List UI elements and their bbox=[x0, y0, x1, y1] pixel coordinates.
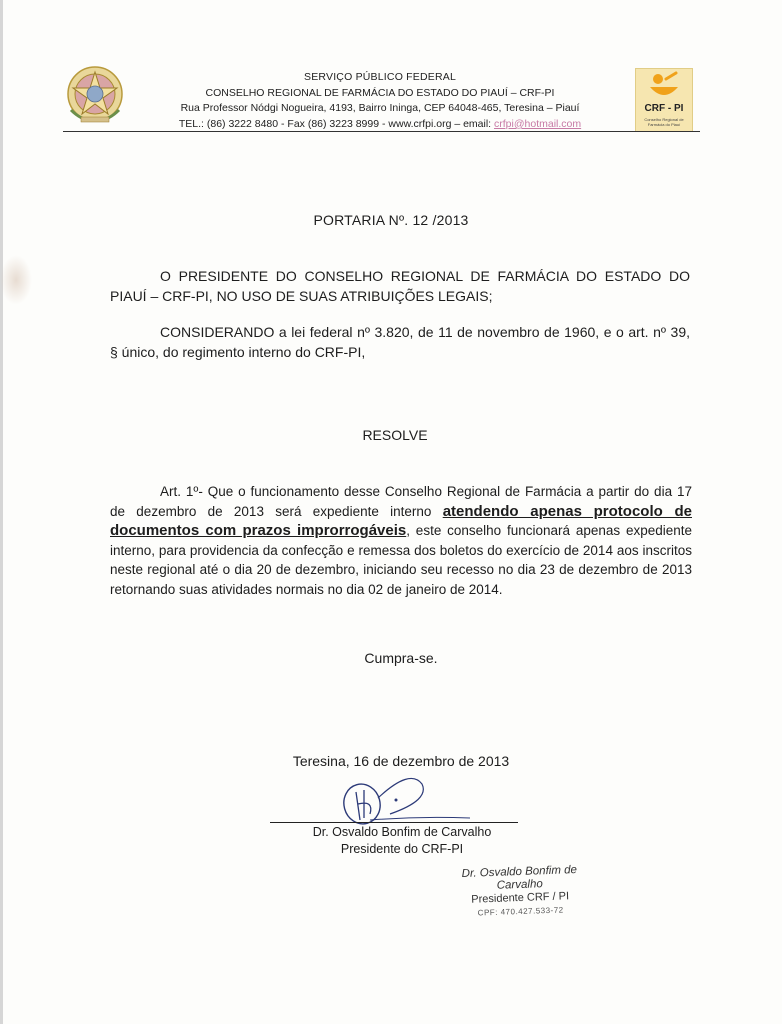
handwritten-signature bbox=[330, 770, 470, 830]
article-1-emphasis: atendendo apenas protocolo de documentos com prazos improrrogáveis bbox=[110, 502, 692, 540]
letterhead-phone-web: TEL.: (86) 3222 8480 - Fax (86) 3223 8999 - www.crfpi.org – email: bbox=[178, 117, 495, 130]
closing-text: Cumpra-se. bbox=[364, 650, 438, 666]
signature-line bbox=[270, 822, 518, 823]
letterhead-service: SERVIÇO PÚBLICO FEDERAL bbox=[303, 71, 457, 83]
crf-pi-logo bbox=[635, 68, 693, 132]
article-1-end: , este conselho funcionará apenas expediente interno, para providencia da confecção e remessa dos boletos do exercício de 2014 aos inscritos neste regional até o dia 20 de dezembro, iniciando seu recesso no dia 23 de dezembro de 2013 retornando suas atividades normais no dia 02 de janeiro de 2014. bbox=[110, 523, 692, 597]
signer-role: Presidente do CRF-PI bbox=[340, 842, 464, 856]
letterhead-text bbox=[135, 70, 625, 132]
page-edge bbox=[0, 0, 3, 1024]
letterhead-council: CONSELHO REGIONAL DE FARMÁCIA DO ESTADO DO PIAUÍ – CRF-PI bbox=[205, 86, 555, 99]
letterhead-address: Rua Professor Nódgi Nogueira, 4193, Bairro Ininga, CEP 64048-465, Teresina – Piauí bbox=[180, 102, 580, 115]
letterhead bbox=[55, 62, 705, 136]
document-title: PORTARIA Nº. 12 /2013 bbox=[313, 212, 469, 228]
header-divider bbox=[63, 131, 700, 132]
email-link[interactable]: crfpi@hotmail.com bbox=[494, 117, 582, 130]
official-stamp bbox=[444, 863, 596, 920]
crf-logo-text: CRF - PI bbox=[644, 103, 684, 114]
mortar-pestle-icon bbox=[636, 69, 692, 105]
considering-paragraph: CONSIDERANDO a lei federal nº 3.820, de 11 de novembro de 1960, e o art. nº 39, § único, do regimento interno do CRF-PI, bbox=[110, 324, 690, 360]
stamp-role: Presidente CRF / PI bbox=[471, 890, 570, 906]
place-and-date: Teresina, 16 de dezembro de 2013 bbox=[292, 753, 510, 769]
crf-logo-subtext: Conselho Regional de Farmácia do Piauí bbox=[644, 117, 684, 127]
article-1-start: Art. 1º- Que o funcionamento desse Conselho Regional de Farmácia a partir do dia 17 de dezembro de 2013 será expediente interno bbox=[110, 484, 692, 519]
stamp-name: Dr. Osvaldo Bonfim de Carvalho bbox=[461, 864, 578, 892]
signer-block bbox=[0, 824, 782, 858]
signer-name: Dr. Osvaldo Bonfim de Carvalho bbox=[312, 825, 492, 839]
preamble-paragraph: O PRESIDENTE DO CONSELHO REGIONAL DE FARMÁCIA DO ESTADO DO PIAUÍ – CRF-PI, NO USO DE SUAS ATRIBUIÇÕES LEGAIS; bbox=[110, 268, 690, 304]
brazil-coat-of-arms-icon bbox=[63, 62, 127, 126]
paper-smudge bbox=[0, 255, 32, 305]
article-1-paragraph bbox=[110, 482, 692, 600]
stamp-registration: CPF: 470.427.533-72 bbox=[477, 905, 564, 918]
resolve-heading: RESOLVE bbox=[362, 427, 428, 443]
